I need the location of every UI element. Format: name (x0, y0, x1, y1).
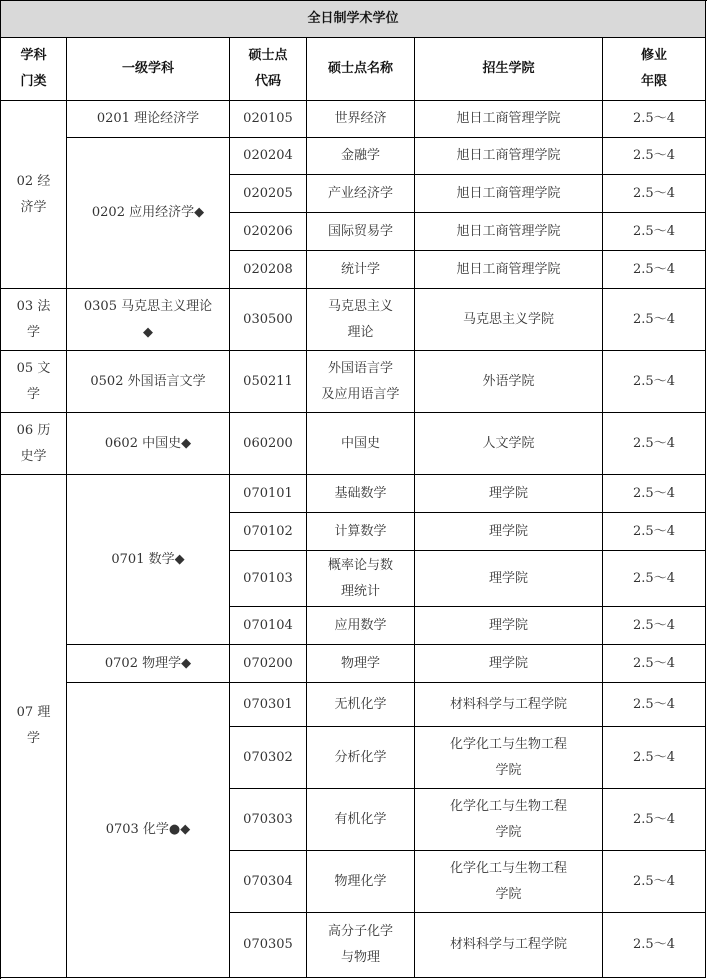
discipline-cell: 0701 数学◆ (67, 475, 230, 645)
discipline-cell: 0702 物理学◆ (67, 645, 230, 683)
years-cell: 2.5～4 (603, 101, 706, 138)
name-cell: 应用数学 (307, 607, 415, 645)
code-cell: 070104 (230, 607, 307, 645)
code-cell: 020204 (230, 138, 307, 175)
code-cell: 070302 (230, 727, 307, 789)
years-cell: 2.5～4 (603, 175, 706, 213)
name-cell: 物理学 (307, 645, 415, 683)
code-cell: 070200 (230, 645, 307, 683)
discipline-cell: 0703 化学●◆ (67, 683, 230, 978)
code-cell: 070101 (230, 475, 307, 513)
code-cell: 070102 (230, 513, 307, 551)
college-cell: 理学院 (415, 475, 603, 513)
years-cell: 2.5～4 (603, 607, 706, 645)
college-cell: 理学院 (415, 551, 603, 607)
discipline-cell: 0602 中国史◆ (67, 413, 230, 475)
name-cell: 产业经济学 (307, 175, 415, 213)
header-category: 学科 门类 (1, 38, 67, 101)
name-cell: 马克思主义 理论 (307, 289, 415, 351)
college-cell: 理学院 (415, 607, 603, 645)
name-cell: 有机化学 (307, 789, 415, 851)
header-years: 修业 年限 (603, 38, 706, 101)
name-cell: 无机化学 (307, 683, 415, 727)
code-cell: 020105 (230, 101, 307, 138)
name-cell: 物理化学 (307, 851, 415, 913)
college-cell: 旭日工商管理学院 (415, 213, 603, 251)
category-cell: 05 文 学 (1, 351, 67, 413)
code-cell: 070305 (230, 913, 307, 978)
category-cell: 02 经 济学 (1, 101, 67, 289)
name-cell: 外国语言学 及应用语言学 (307, 351, 415, 413)
years-cell: 2.5～4 (603, 213, 706, 251)
discipline-cell: 0305 马克思主义理论 ◆ (67, 289, 230, 351)
college-cell: 理学院 (415, 513, 603, 551)
name-cell: 分析化学 (307, 727, 415, 789)
code-cell: 020205 (230, 175, 307, 213)
years-cell: 2.5～4 (603, 251, 706, 289)
name-cell: 统计学 (307, 251, 415, 289)
college-cell: 旭日工商管理学院 (415, 175, 603, 213)
discipline-cell: 0502 外国语言文学 (67, 351, 230, 413)
years-cell: 2.5～4 (603, 475, 706, 513)
code-cell: 020206 (230, 213, 307, 251)
college-cell: 化学化工与生物工程 学院 (415, 727, 603, 789)
name-cell: 中国史 (307, 413, 415, 475)
category-cell: 06 历 史学 (1, 413, 67, 475)
code-cell: 070103 (230, 551, 307, 607)
name-cell: 国际贸易学 (307, 213, 415, 251)
name-cell: 概率论与数 理统计 (307, 551, 415, 607)
code-cell: 050211 (230, 351, 307, 413)
header-first-level: 一级学科 (67, 38, 230, 101)
years-cell: 2.5～4 (603, 645, 706, 683)
college-cell: 材料科学与工程学院 (415, 913, 603, 978)
code-cell: 070301 (230, 683, 307, 727)
years-cell: 2.5～4 (603, 913, 706, 978)
category-cell: 03 法 学 (1, 289, 67, 351)
code-cell: 060200 (230, 413, 307, 475)
name-cell: 金融学 (307, 138, 415, 175)
header-college: 招生学院 (415, 38, 603, 101)
years-cell: 2.5～4 (603, 789, 706, 851)
category-cell: 07 理 学 (1, 475, 67, 978)
years-cell: 2.5～4 (603, 413, 706, 475)
college-cell: 旭日工商管理学院 (415, 138, 603, 175)
discipline-cell: 0201 理论经济学 (67, 101, 230, 138)
table-title: 全日制学术学位 (1, 1, 706, 38)
years-cell: 2.5～4 (603, 727, 706, 789)
years-cell: 2.5～4 (603, 351, 706, 413)
years-cell: 2.5～4 (603, 513, 706, 551)
code-cell: 020208 (230, 251, 307, 289)
discipline-cell: 0202 应用经济学◆ (67, 138, 230, 289)
college-cell: 外语学院 (415, 351, 603, 413)
college-cell: 旭日工商管理学院 (415, 101, 603, 138)
code-cell: 030500 (230, 289, 307, 351)
header-name: 硕士点名称 (307, 38, 415, 101)
years-cell: 2.5～4 (603, 851, 706, 913)
college-cell: 化学化工与生物工程 学院 (415, 789, 603, 851)
name-cell: 高分子化学 与物理 (307, 913, 415, 978)
name-cell: 世界经济 (307, 101, 415, 138)
college-cell: 马克思主义学院 (415, 289, 603, 351)
code-cell: 070303 (230, 789, 307, 851)
college-cell: 材料科学与工程学院 (415, 683, 603, 727)
years-cell: 2.5～4 (603, 289, 706, 351)
college-cell: 理学院 (415, 645, 603, 683)
college-cell: 旭日工商管理学院 (415, 251, 603, 289)
college-cell: 人文学院 (415, 413, 603, 475)
years-cell: 2.5～4 (603, 683, 706, 727)
header-code: 硕士点 代码 (230, 38, 307, 101)
name-cell: 计算数学 (307, 513, 415, 551)
name-cell: 基础数学 (307, 475, 415, 513)
years-cell: 2.5～4 (603, 551, 706, 607)
years-cell: 2.5～4 (603, 138, 706, 175)
code-cell: 070304 (230, 851, 307, 913)
college-cell: 化学化工与生物工程 学院 (415, 851, 603, 913)
